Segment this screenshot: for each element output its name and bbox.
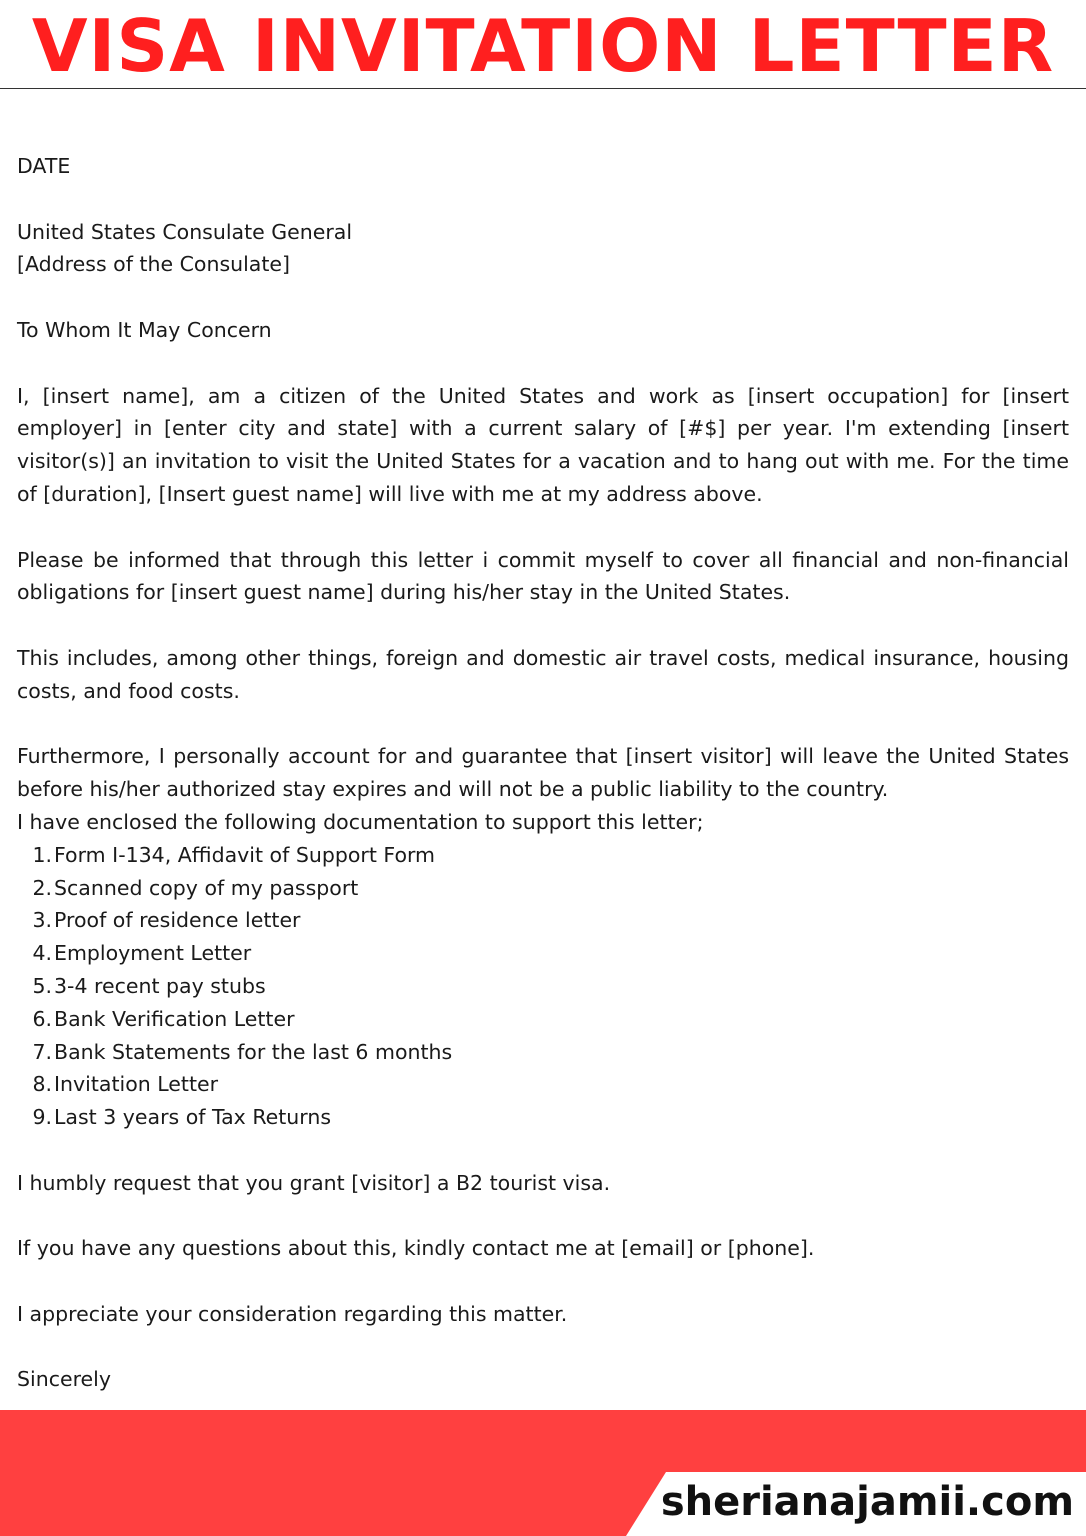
- list-item-text: Bank Statements for the last 6 months: [54, 1039, 453, 1064]
- list-item-text: Scanned copy of my passport: [54, 875, 359, 900]
- closing: Sincerely: [17, 1367, 112, 1392]
- paragraph-guarantee: Furthermore, I personally account for and guarantee that [insert visitor] will leave the United States before his/her authorized stay expires and will not be a public liability to the country.: [17, 744, 1069, 802]
- list-item-text: Employment Letter: [54, 941, 252, 966]
- list-item: [32, 937, 1069, 970]
- page-title: VISA INVITATION LETTER: [31, 4, 1055, 88]
- list-item: [32, 872, 1069, 905]
- letter-body: [17, 150, 1069, 1396]
- list-item-number: 2.: [32, 875, 52, 900]
- recipient-name: United States Consulate General: [17, 219, 353, 244]
- list-item-number: 8.: [32, 1072, 52, 1097]
- list-item-number: 7.: [32, 1039, 52, 1064]
- list-item-text: Form I-134, Affidavit of Support Form: [54, 842, 436, 867]
- paragraph-introduction: I, [insert name], am a citizen of the United States and work as [insert occupation] for [insert employer] in [enter city and state] with a current salary of [#$] per year. I'm extending [insert visitor(s)] an invitation to visit the United States for a vacation and to hang out with me. For the time of [duration], [Insert guest name] will live with me at my address above.: [17, 383, 1069, 506]
- visa-request: I humbly request that you grant [visitor] a B2 tourist visa.: [17, 1170, 611, 1195]
- paragraph-financial-commitment: Please be informed that through this letter i commit myself to cover all financial and non-financial obligations for [insert guest name] during his/her stay in the United States.: [17, 547, 1069, 605]
- list-item-number: 9.: [32, 1105, 52, 1130]
- list-item-text: Invitation Letter: [54, 1072, 219, 1097]
- salutation: To Whom It May Concern: [17, 317, 272, 342]
- list-item: [32, 1036, 1069, 1069]
- list-item: [32, 1068, 1069, 1101]
- paragraph-costs: This includes, among other things, foreign and domestic air travel costs, medical insurance, housing costs, and food costs.: [17, 645, 1069, 703]
- list-item-number: 3.: [32, 908, 52, 933]
- list-item-text: Last 3 years of Tax Returns: [54, 1105, 332, 1130]
- list-item: [32, 1003, 1069, 1036]
- list-item-number: 5.: [32, 973, 52, 998]
- list-item-text: 3-4 recent pay stubs: [54, 973, 266, 998]
- list-item: [32, 904, 1069, 937]
- list-item-text: Proof of residence letter: [54, 908, 301, 933]
- list-item-number: 1.: [32, 842, 52, 867]
- documents-intro: I have enclosed the following documentation to support this letter;: [17, 809, 704, 834]
- list-item: [32, 970, 1069, 1003]
- title-divider: [0, 88, 1086, 89]
- documents-list: [17, 839, 1069, 1134]
- letter-date: DATE: [17, 154, 71, 178]
- list-item: [32, 839, 1069, 872]
- website-url[interactable]: sherianajamii.com: [660, 1479, 1074, 1525]
- list-item-number: 6.: [32, 1006, 52, 1031]
- list-item-text: Bank Verification Letter: [54, 1006, 295, 1031]
- list-item-number: 4.: [32, 941, 52, 966]
- appreciation-line: I appreciate your consideration regarding this matter.: [17, 1301, 568, 1326]
- list-item: [32, 1101, 1069, 1134]
- footer-band: [0, 1410, 1086, 1536]
- recipient-address: [Address of the Consulate]: [17, 252, 291, 277]
- contact-line: If you have any questions about this, kindly contact me at [email] or [phone].: [17, 1236, 815, 1261]
